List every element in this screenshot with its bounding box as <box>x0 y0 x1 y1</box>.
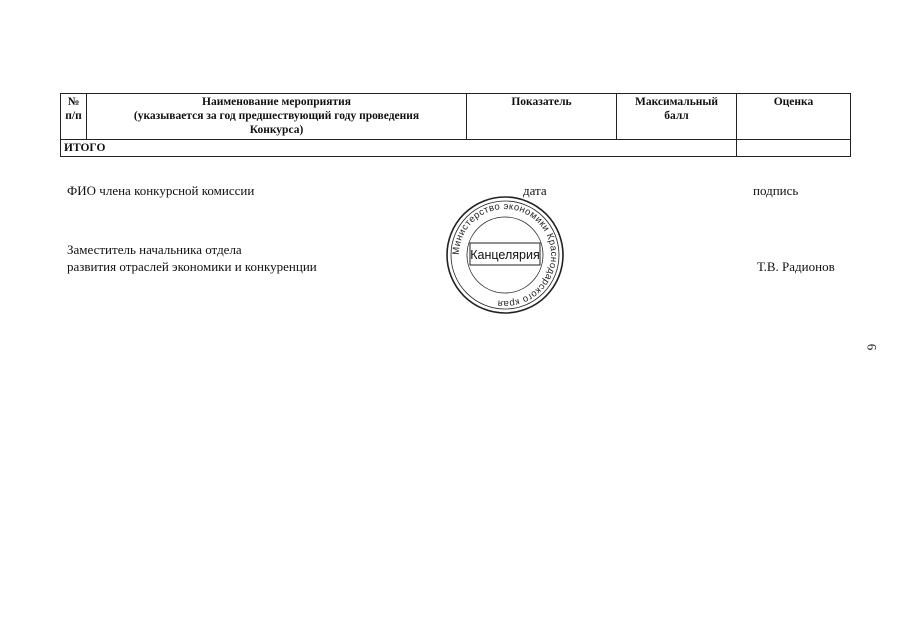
page-number: 6 <box>864 343 880 351</box>
header-score <box>737 94 851 140</box>
header-indicator-label: Показатель <box>511 96 572 108</box>
stamp-center-text: Канцелярия <box>470 248 540 262</box>
signature-label: подпись <box>753 183 799 198</box>
official-name: Т.В. Радионов <box>757 259 835 274</box>
header-max-score-line: Максимальный <box>634 96 719 108</box>
header-number-line: № <box>67 96 80 108</box>
table-header-row <box>61 94 851 140</box>
total-score-cell <box>737 140 851 157</box>
member-name-label: ФИО члена конкурсной комиссии <box>67 183 255 198</box>
header-number-line: п/п <box>65 110 82 122</box>
header-max-score-line: балл <box>664 110 689 122</box>
header-event-name-line: (указывается за год предшествующий году проведения <box>133 110 420 122</box>
header-event-name-line: Наименование мероприятия <box>202 96 351 108</box>
position-line-2: развития отраслей экономики и конкуренции <box>67 259 317 274</box>
office-stamp <box>440 195 570 315</box>
date-label: дата <box>523 183 547 198</box>
stamp-ring-text: Министерство экономики Краснодарского края <box>450 200 560 310</box>
total-label: ИТОГО <box>61 140 737 157</box>
header-indicator <box>467 94 617 140</box>
evaluation-table <box>60 93 851 157</box>
position-line-1: Заместитель начальника отдела <box>67 242 242 257</box>
header-score-label: Оценка <box>773 96 814 108</box>
table-total-row <box>61 140 851 157</box>
header-number <box>61 94 87 140</box>
header-max-score <box>617 94 737 140</box>
stamp-seal-graphic <box>440 195 570 315</box>
header-event-name <box>87 94 467 140</box>
header-event-name-line: Конкурса) <box>249 124 304 136</box>
